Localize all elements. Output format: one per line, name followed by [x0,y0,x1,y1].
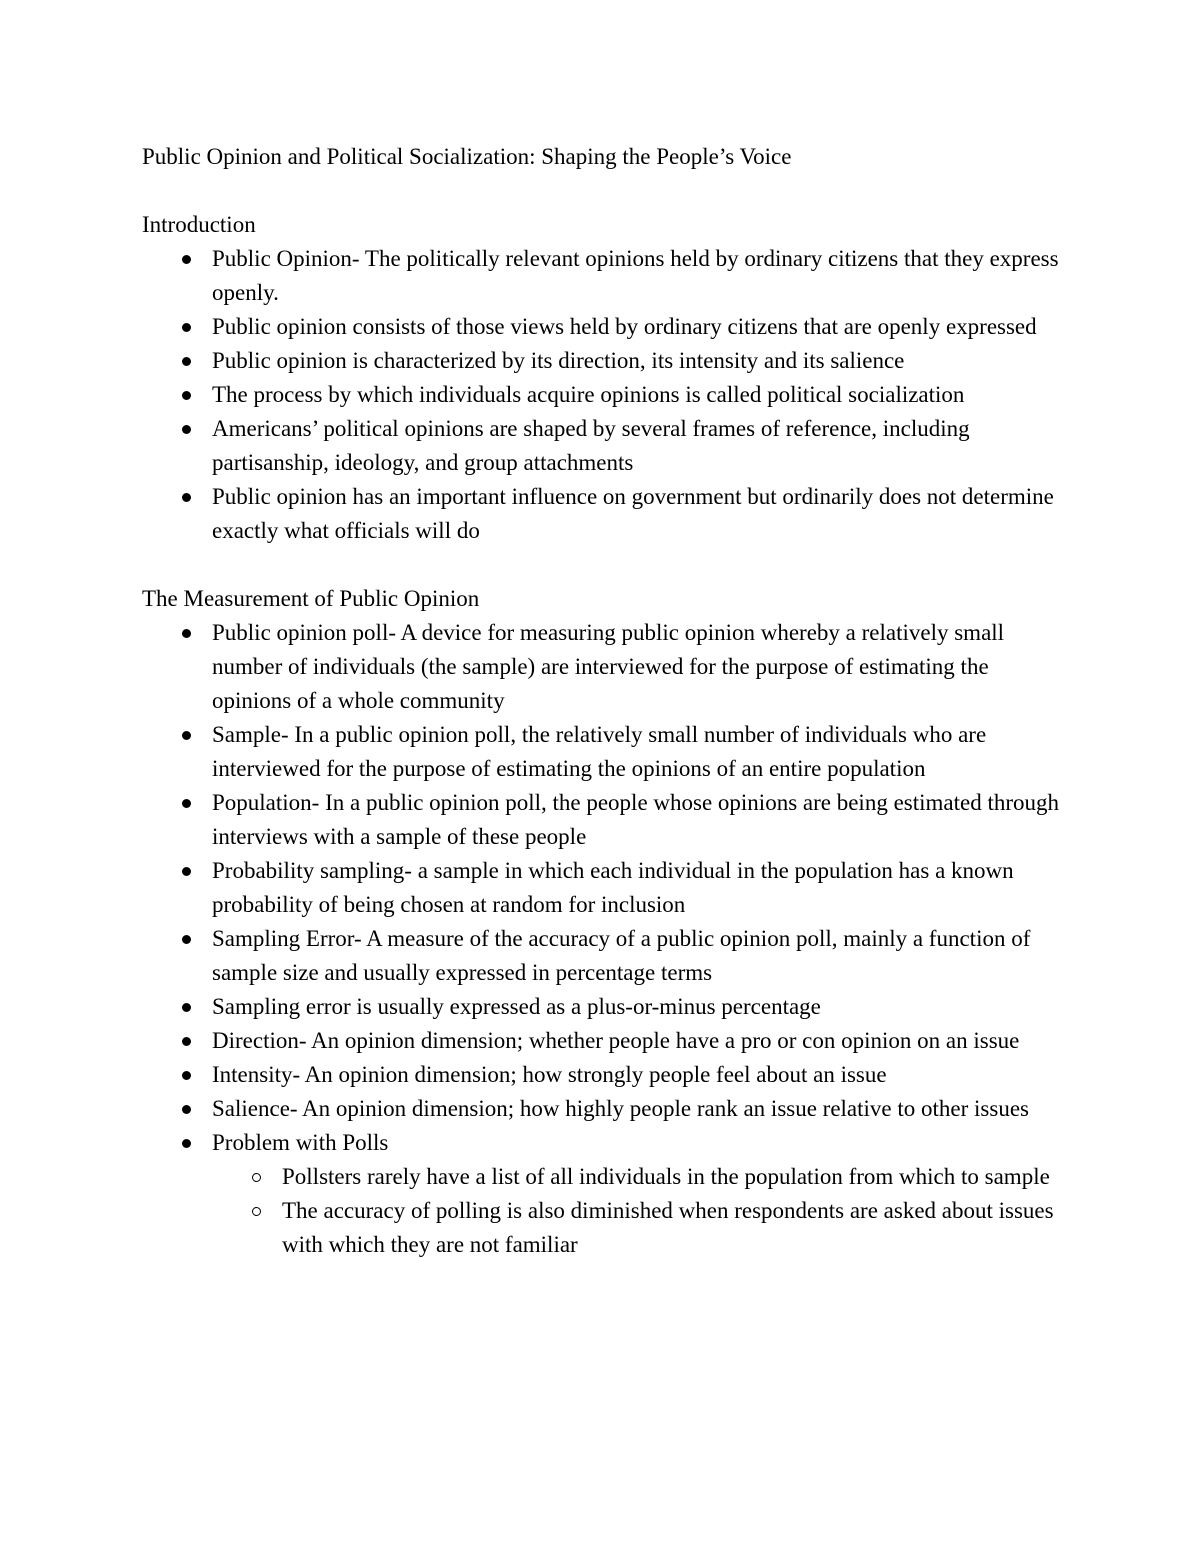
problems-sublist [212,1160,1072,1262]
bullet-icon [182,1139,191,1148]
hollow-bullet-icon [252,1207,261,1216]
document-title: Public Opinion and Political Socialization: Shaping the People’s Voice [142,144,792,169]
list-item-text: The process by which individuals acquire opinions is called political socialization [212,382,965,407]
list-item-text: Sample- In a public opinion poll, the relatively small number of individuals who are interviewed for the purpose of estimating the opinions of an entire population [212,722,987,781]
hollow-bullet-icon [252,1173,261,1182]
list-item [142,922,1072,990]
list-item-text: Salience- An opinion dimension; how highly people rank an issue relative to other issues [212,1096,1029,1121]
bullet-icon [182,255,191,264]
bullet-icon [182,1071,191,1080]
document-page [142,140,1072,1262]
list-item-text: Direction- An opinion dimension; whether people have a pro or con opinion on an issue [212,1028,1020,1053]
bullet-icon [182,935,191,944]
list-item-text: Public opinion poll- A device for measuring public opinion whereby a relatively small number of individuals (the sample) are interviewed for the purpose of estimating the opinions of a whole community [212,620,1005,713]
section-heading-introduction: Introduction [142,212,256,237]
bullet-icon [182,357,191,366]
list-item [142,718,1072,786]
bullet-icon [182,391,191,400]
bullet-icon [182,731,191,740]
sublist-item-text: The accuracy of polling is also diminished when respondents are asked about issues with which they are not familiar [282,1198,1054,1257]
list-item-text: Intensity- An opinion dimension; how strongly people feel about an issue [212,1062,887,1087]
list-item-text: Sampling error is usually expressed as a plus-or-minus percentage [212,994,821,1019]
bullet-icon [182,1105,191,1114]
list-item-text: Public Opinion- The politically relevant opinions held by ordinary citizens that they express openly. [212,246,1059,305]
bullet-icon [182,323,191,332]
list-item-text: Public opinion consists of those views held by ordinary citizens that are openly expressed [212,314,1037,339]
list-item [142,242,1072,310]
list-item [142,1126,1072,1262]
list-item [142,310,1072,344]
measurement-list [142,616,1072,1262]
bullet-icon [182,1003,191,1012]
bullet-icon [182,629,191,638]
list-item [142,854,1072,922]
list-item [142,616,1072,718]
list-item [142,378,1072,412]
section-heading-measurement: The Measurement of Public Opinion [142,586,480,611]
list-item [142,1024,1072,1058]
list-item [142,412,1072,480]
bullet-icon [182,799,191,808]
bullet-icon [182,867,191,876]
bullet-icon [182,493,191,502]
list-item-text: Probability sampling- a sample in which each individual in the population has a known probability of being chosen at random for inclusion [212,858,1014,917]
introduction-list [142,242,1072,548]
list-item-text: Americans’ political opinions are shaped by several frames of reference, including partisanship, ideology, and group attachments [212,416,970,475]
spacer [142,548,1072,582]
bullet-icon [182,1037,191,1046]
list-item-text: Population- In a public opinion poll, the people whose opinions are being estimated through interviews with a sample of these people [212,790,1060,849]
bullet-icon [182,425,191,434]
spacer [142,174,1072,208]
list-item [142,1092,1072,1126]
list-item [142,1058,1072,1092]
sublist-item [212,1160,1072,1194]
list-item-text: Public opinion has an important influence on government but ordinarily does not determine exactly what officials will do [212,484,1054,543]
list-item-text: Sampling Error- A measure of the accuracy of a public opinion poll, mainly a function of sample size and usually expressed in percentage terms [212,926,1031,985]
list-item [142,990,1072,1024]
list-item-text: Problem with Polls [212,1130,389,1155]
list-item [142,480,1072,548]
list-item [142,344,1072,378]
list-item [142,786,1072,854]
sublist-item-text: Pollsters rarely have a list of all individuals in the population from which to sample [282,1164,1050,1189]
sublist-item [212,1194,1072,1262]
list-item-text: Public opinion is characterized by its direction, its intensity and its salience [212,348,905,373]
